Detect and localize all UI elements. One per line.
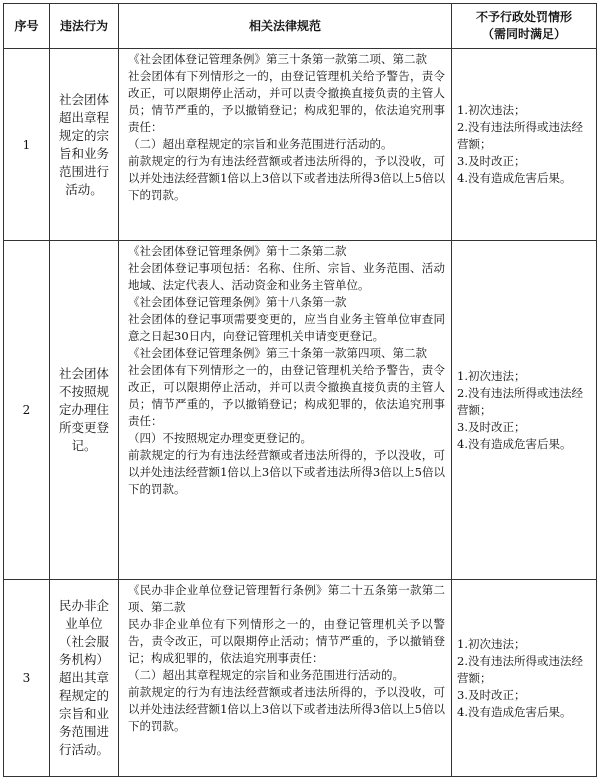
law-text: 社会团体有下列情形之一的，由登记管理机关给予警告，责令改正，可以限期停止活动，并可以责令撤换直接负责的主管人员；情节严重的，予以撤销登记；构成犯罪的，依法追究刑事责任：	[128, 69, 445, 134]
condition-item: 2.没有违法所得或违法经营额；	[457, 385, 583, 417]
condition-item: 1.初次违法；	[457, 636, 526, 651]
condition-item: 3.及时改正；	[457, 419, 526, 434]
law-item: （四）不按照规定办理变更登记的。	[128, 431, 312, 445]
condition-item: 1.初次违法；	[457, 368, 526, 383]
law-text: 民办非企业单位有下列情形之一的，由登记管理机关予以警告，责令改正，可以限期停止活动；情节严重的，予以撤销登记；构成犯罪的，依法追究刑事责任：	[128, 617, 445, 665]
header-violation: 违法行为	[50, 4, 119, 49]
law-item: （二）超出章程规定的宗旨和业务范围进行活动的。	[128, 137, 393, 151]
penalty-exemption-table	[3, 3, 597, 777]
law-citation: 《社会团体登记管理条例》第十八条第一款	[128, 295, 347, 309]
legal-norm-cell	[119, 49, 452, 241]
condition-item: 3.及时改正；	[457, 154, 526, 168]
condition-cell	[452, 580, 597, 777]
law-citation: 《社会团体登记管理条例》第三十条第一款第二项、第二款	[128, 52, 427, 66]
violation-text: 社会团体超出章程规定的宗旨和业务范围进行活动。	[50, 49, 119, 241]
row-number: 2	[4, 241, 50, 580]
condition-item: 4.没有造成危害后果。	[457, 704, 572, 719]
law-citation: 《社会团体登记管理条例》第三十条第一款第四项、第二款	[128, 346, 427, 360]
condition-item: 2.没有违法所得或违法经营额；	[457, 120, 583, 151]
header-row	[4, 4, 597, 49]
law-text: 社会团体登记事项包括：名称、住所、宗旨、业务范围、活动地域、法定代表人、活动资金和业务主管单位。	[128, 261, 445, 292]
law-text: 前款规定的行为有违法经营额或者违法所得的，予以没收，可以并处违法经营额1倍以上3倍以下或者违法所得3倍以上5倍以下的罚款。	[128, 448, 445, 496]
law-text: 社会团体的登记事项需要变更的，应当自业务主管单位审查同意之日起30日内，向登记管理机关申请变更登记。	[128, 312, 445, 343]
law-citation: 《民办非企业单位登记管理暂行条例》第二十五条第一款第二项、第二款	[128, 583, 445, 614]
legal-norm-cell	[119, 241, 452, 580]
condition-cell	[452, 241, 597, 580]
table-row	[4, 580, 597, 777]
condition-item: 1.初次违法；	[457, 103, 526, 117]
law-text: 前款规定的行为有违法经营额或者违法所得的，予以没收，可以并处违法经营额1倍以上3倍以下或者违法所得3倍以上5倍以下的罚款。	[128, 154, 445, 202]
header-serial-number: 序号	[4, 4, 50, 49]
row-number: 3	[4, 580, 50, 777]
condition-item: 4.没有造成危害后果。	[457, 436, 572, 451]
law-citation: 《社会团体登记管理条例》第十二条第二款	[128, 244, 347, 258]
law-text: 社会团体有下列情形之一的，由登记管理机关给予警告，责令改正，可以限期停止活动，并可以责令撤换直接负责的主管人员；情节严重的，予以撤销登记；构成犯罪的，依法追究刑事责任：	[128, 363, 445, 428]
condition-cell	[452, 49, 597, 241]
violation-text: 民办非企业单位（社会服务机构）超出其章程规定的宗旨和业务范围进行活动。	[50, 580, 119, 777]
header-exemption-title: 不予行政处罚情形	[475, 10, 572, 24]
table-row	[4, 241, 597, 580]
law-item: （二）超出其章程规定的宗旨和业务范围进行活动的。	[128, 668, 404, 682]
condition-item: 4.没有造成危害后果。	[457, 171, 572, 185]
header-legal-norms: 相关法律规范	[119, 4, 452, 49]
condition-item: 3.及时改正；	[457, 687, 526, 702]
header-exemption-note: （需同时满足）	[481, 27, 566, 41]
legal-norm-cell	[119, 580, 452, 777]
violation-text: 社会团体不按照规定办理住所变更登记。	[50, 241, 119, 580]
header-exemption-conditions	[452, 4, 597, 49]
table-row	[4, 49, 597, 241]
law-text: 前款规定的行为有违法经营额或者违法所得的，予以没收，可以并处违法经营额1倍以上3倍以下或者违法所得3倍以上5倍以下的罚款。	[128, 685, 445, 733]
row-number: 1	[4, 49, 50, 241]
condition-item: 2.没有违法所得或违法经营额；	[457, 653, 583, 685]
